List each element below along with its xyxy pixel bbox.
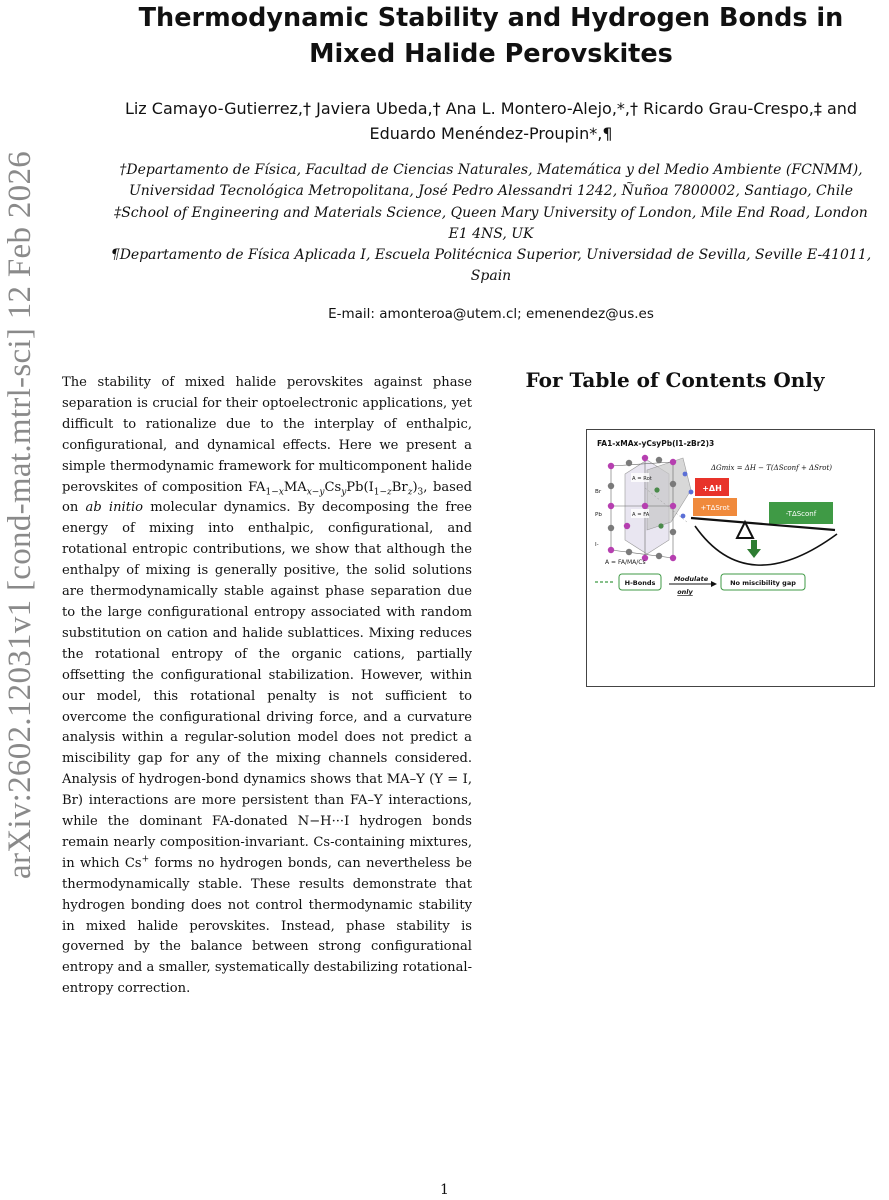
cesium-ion: Cs+ <box>124 854 150 871</box>
author-line-2: Eduardo Menéndez-Proupin*,¶ <box>369 124 613 143</box>
toc-heading: For Table of Contents Only <box>525 368 825 392</box>
affiliation-qmul <box>96 203 886 245</box>
abstract-emphasis: ab initio <box>85 500 144 516</box>
affiliation-line: ‡School of Engineering and Materials Science, Queen Mary University of London, Mile End Road, London <box>114 205 868 221</box>
abstract-text: , based on <box>62 479 472 516</box>
conf-entropy-label: -TΔSconf <box>785 510 817 518</box>
down-arrow-shaft <box>751 540 757 550</box>
abstract-text: forms no hydrogen bonds, can nevertheless be thermodynamically stable. These results demonstrate that hydrogen bonding does not control thermodynamic stability in mixed halide perovskites. Instead, phase stability is governed by the balance between strong configurational entropy and a smaller, systematically destabilizing rotational-entropy correction. <box>62 855 472 997</box>
author-list <box>96 96 886 146</box>
affiliation-line: E1 4NS, UK <box>448 226 534 242</box>
composition-formula: $FA_{1-x}MA_{x-y}Cs_yPb(I_{1-z}Br_z)_3$ <box>248 479 424 498</box>
iodide-label: I- <box>595 542 599 548</box>
abstract-text: The stability of mixed halide perovskites against phase separation is crucial for their optoelectronic applications, yet difficult to rationalize due to the interplay of enthalpic, configurational, and dynamical effects. Here we present a simple thermodynamic framework for multicomponent halide perovskites of composition <box>62 375 472 495</box>
affiliation-sevilla <box>96 245 886 287</box>
pb-label: Pb <box>595 512 602 518</box>
site-fa-label: A = FA <box>632 512 650 518</box>
result-label: No miscibility gap <box>730 579 796 587</box>
author-line-1: Liz Camayo-Gutierrez,† Javiera Ubeda,† Ana L. Montero-Alejo,*,† Ricardo Grau-Crespo,‡ and <box>124 99 858 118</box>
toc-formula: FA1-xMAx-yCsyPb(I1-zBr2)3 <box>597 439 715 448</box>
abstract-text: molecular dynamics. By decomposing the free energy of mixing into enthalpic, configurational, and rotational entropic contributions, we show that although the enthalpy of mixing is generally positive, the solid solutions are thermodynamically stable against phase separation due to the large configurational entropy associated with random substitution on cation and halide sublattices. Mixing reduces the rotational entropy of the organic cations, partially offsetting the configurational stabilization. However, within our model, this rotational penalty is not sufficient to overcome the configurational driving force, and a curvature analysis within a regular-solution model does not predict a miscibility gap for any of the mixing channels considered. Analysis of hydrogen-bond dynamics shows that MA–Y (Y = I, Br) interactions are more persistent than FA–Y interactions, while the dominant FA-donated N−H···I hydrogen bonds remain nearly composition-invariant. Cs-containing mixtures, in which <box>62 500 473 871</box>
br-label: Br <box>595 489 602 495</box>
page-number: 1 <box>440 1182 449 1198</box>
free-energy-curve <box>695 526 837 565</box>
affiliation-utem <box>96 160 886 202</box>
toc-figure <box>587 430 874 686</box>
hbonds-label: H-Bonds <box>624 579 656 587</box>
modulate-label: Modulate <box>673 575 709 583</box>
abstract <box>62 373 472 1000</box>
energy-balance <box>691 478 837 565</box>
affiliation-line: Spain <box>470 268 512 284</box>
arrow-head-icon <box>711 581 717 587</box>
affiliation-line: Universidad Tecnológica Metropolitana, José Pedro Alessandri 1242, Ñuñoa 7800002, Santiago, Chile <box>128 183 854 199</box>
affiliation-line: ¶Departamento de Física Aplicada I, Escuela Politécnica Superior, Universidad de Sevilla, Seville E-41011, <box>110 247 872 263</box>
arxiv-identifier: arXiv:2602.12031v1 [cond-mat.mtrl-sci] 12 Feb 2026 <box>2 150 38 879</box>
contact-email[interactable]: E-mail: amonteroa@utem.cl; emenendez@us.es <box>328 306 654 322</box>
perovskite-structure <box>595 455 693 566</box>
down-arrow-icon <box>747 549 761 558</box>
toc-graphic <box>586 429 875 687</box>
affiliation-line: †Departamento de Física, Facultad de Ciencias Naturales, Matemática y del Medio Ambiente (FCNMM), <box>119 162 863 178</box>
site-a-legend: A = FA/MA/Cs <box>605 559 646 566</box>
rot-entropy-label: +TΔSrot <box>700 504 730 512</box>
site-rot-label: A = Rot <box>632 476 652 482</box>
enthalpy-label: +ΔH <box>702 484 722 493</box>
balance-fulcrum <box>737 522 753 538</box>
only-label: only <box>677 588 693 596</box>
paper-title: Thermodynamic Stability and Hydrogen Bonds in Mixed Halide Perovskites <box>138 3 844 69</box>
gibbs-equation: ΔGmix = ΔH − T(ΔSconf + ΔSrot) <box>711 464 833 472</box>
